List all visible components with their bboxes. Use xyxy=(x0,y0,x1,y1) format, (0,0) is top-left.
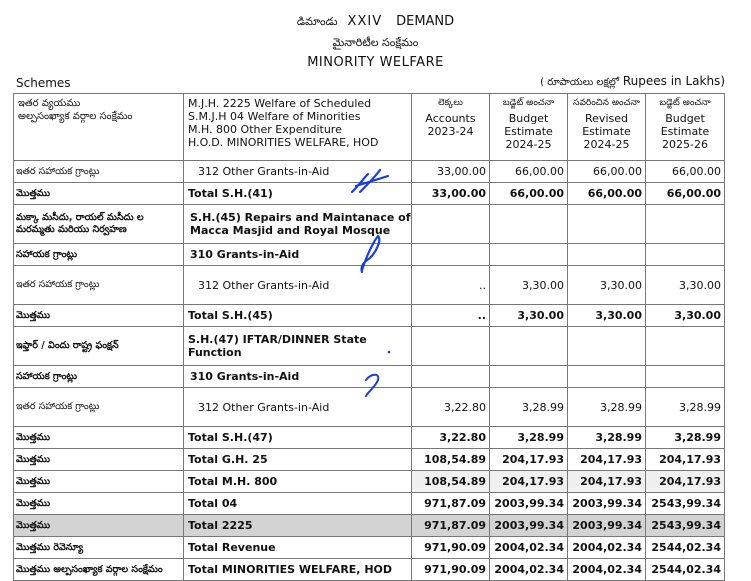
col-header-line: Budget xyxy=(508,112,549,125)
row-value: 66,00.00 xyxy=(490,161,568,183)
row-value: 3,28.99 xyxy=(568,427,646,449)
row-value: 204,17.93 xyxy=(490,471,568,493)
budget-table xyxy=(13,93,725,581)
demand-heading xyxy=(0,14,751,31)
row-value: 2004,02.34 xyxy=(568,559,646,581)
row-head-te: మొత్తము xyxy=(14,183,184,205)
col-header-budget-2024 xyxy=(490,94,568,161)
table-row xyxy=(14,427,725,449)
title-telugu: మైనారిటీల సంక్షేమం xyxy=(332,36,419,49)
demand-number: XXIV xyxy=(347,14,383,29)
row-description: 312 Other Grants-in-Aid xyxy=(184,388,412,427)
row-value: 204,17.93 xyxy=(490,449,568,471)
table-row xyxy=(14,449,725,471)
row-description: Total G.H. 25 xyxy=(184,449,412,471)
table-row xyxy=(14,388,725,427)
row-head-te: ఇతర సహాయక గ్రాంట్లు xyxy=(14,266,184,305)
col-header-year: 2024-25 xyxy=(505,138,552,151)
mjh-line: S.M.J.H 04 Welfare of Minorities xyxy=(188,110,361,123)
row-description: S.H.(47) IFTAR/DINNER State Function xyxy=(184,327,412,366)
units-note xyxy=(540,74,725,90)
row-value: 108,54.89 xyxy=(412,471,490,493)
table-header-row xyxy=(14,94,725,161)
row-value: 3,30.00 xyxy=(490,305,568,327)
row-value: 2003,99.34 xyxy=(490,493,568,515)
table-row xyxy=(14,327,725,366)
row-head-te: సహాయక గ్రాంట్లు xyxy=(14,244,184,266)
row-head-te: మొత్తము xyxy=(14,449,184,471)
row-value: 3,30.00 xyxy=(490,266,568,305)
row-value: 33,00.00 xyxy=(412,183,490,205)
row-head-te: మొత్తము xyxy=(14,493,184,515)
row-description: Total 2225 xyxy=(184,515,412,537)
row-value: 2003,99.34 xyxy=(568,493,646,515)
header-head-line1: ఇతర వ్యయము xyxy=(18,98,81,109)
row-value: 2544,02.34 xyxy=(646,559,725,581)
row-value xyxy=(412,327,490,366)
title-english: MINORITY WELFARE xyxy=(307,55,444,70)
row-value xyxy=(412,244,490,266)
row-value: 33,00.00 xyxy=(412,161,490,183)
col-header-year: 2025-26 xyxy=(662,138,708,151)
table-body xyxy=(14,161,725,581)
row-value xyxy=(568,205,646,244)
row-value: 3,22.80 xyxy=(412,427,490,449)
row-head-te: ఇతర సహాయక గ్రాంట్లు xyxy=(14,388,184,427)
row-value: 108,54.89 xyxy=(412,449,490,471)
row-value: 2003,99.34 xyxy=(568,515,646,537)
table-row xyxy=(14,366,725,388)
row-description: Total S.H.(41) xyxy=(184,183,412,205)
row-value: 3,28.99 xyxy=(646,427,725,449)
row-value xyxy=(646,205,725,244)
row-value: 2543,99.34 xyxy=(646,493,725,515)
row-head-te: ఇఫ్తార్ / విందు రాష్ట్ర ఫంక్షన్ xyxy=(14,327,184,366)
row-value: 2004,02.34 xyxy=(490,537,568,559)
table-row xyxy=(14,161,725,183)
row-value xyxy=(490,327,568,366)
col-header-te: బడ్జెట్ అంచనా xyxy=(502,98,555,108)
row-value: 971,90.09 xyxy=(412,559,490,581)
header-mjh-cell xyxy=(184,94,412,161)
schemes-label: Schemes xyxy=(16,76,71,90)
mjh-line: H.O.D. MINORITIES WELFARE, HOD xyxy=(188,136,379,149)
row-head-te: మక్కా మసీదు, రాయల్ మసీదు ల మరమ్మతు మరియు నిర్వహణ xyxy=(14,205,184,244)
row-head-te: మొత్తము రెవెన్యూ xyxy=(14,537,184,559)
col-header-te: సవరించిన అంచనా xyxy=(573,98,640,108)
table-row xyxy=(14,493,725,515)
row-value: 204,17.93 xyxy=(568,449,646,471)
table-row xyxy=(14,244,725,266)
row-value: 2004,02.34 xyxy=(490,559,568,581)
col-header-revised-2024 xyxy=(568,94,646,161)
row-value: .. xyxy=(412,266,490,305)
row-value xyxy=(568,366,646,388)
row-head-te: మొత్తము xyxy=(14,305,184,327)
table-row xyxy=(14,266,725,305)
row-value xyxy=(490,366,568,388)
mjh-line: M.J.H. 2225 Welfare of Scheduled xyxy=(188,97,372,110)
row-value: 3,22.80 xyxy=(412,388,490,427)
row-description: Total M.H. 800 xyxy=(184,471,412,493)
row-head-te: మొత్తము xyxy=(14,515,184,537)
col-header-accounts xyxy=(412,94,490,161)
header-head-cell xyxy=(14,94,184,161)
col-header-line: Estimate xyxy=(582,125,631,138)
row-description: 312 Other Grants-in-Aid xyxy=(184,266,412,305)
col-header-line: Revised xyxy=(585,112,628,125)
row-description: Total S.H.(47) xyxy=(184,427,412,449)
row-value: 2543,99.34 xyxy=(646,515,725,537)
row-head-te: మొత్తము అల్పసంఖ్యాక వర్గాల సంక్షేమం xyxy=(14,559,184,581)
mjh-line: M.H. 800 Other Expenditure xyxy=(188,123,342,136)
row-value: 66,00.00 xyxy=(568,161,646,183)
col-header-line: Estimate xyxy=(660,125,710,138)
row-value: 66,00.00 xyxy=(646,161,725,183)
row-description: Total S.H.(45) xyxy=(184,305,412,327)
col-header-line: Accounts xyxy=(425,112,476,125)
col-header-year: 2024-25 xyxy=(583,138,630,151)
row-value: 3,28.99 xyxy=(490,388,568,427)
row-description: 310 Grants-in-Aid xyxy=(184,244,412,266)
col-header-line: Estimate xyxy=(504,125,553,138)
row-value xyxy=(568,244,646,266)
row-value: 2004,02.34 xyxy=(568,537,646,559)
table-row xyxy=(14,471,725,493)
row-head-te: మొత్తము xyxy=(14,427,184,449)
col-header-te: లెక్కలు xyxy=(438,98,463,108)
row-value xyxy=(412,205,490,244)
col-header-year: 2023-24 xyxy=(427,125,474,138)
row-description: 310 Grants-in-Aid xyxy=(184,366,412,388)
row-head-te: ఇతర సహాయక గ్రాంట్లు xyxy=(14,161,184,183)
row-description: Total 04 xyxy=(184,493,412,515)
row-value: 204,17.93 xyxy=(568,471,646,493)
row-head-te: సహాయక గ్రాంట్లు xyxy=(14,366,184,388)
table-row xyxy=(14,515,725,537)
row-value: 2544,02.34 xyxy=(646,537,725,559)
row-value xyxy=(568,327,646,366)
header-head-line2: అల్పసంఖ్యాక వర్గాల సంక్షేమం xyxy=(18,111,133,122)
row-value: 66,00.00 xyxy=(646,183,725,205)
row-description: Total MINORITIES WELFARE, HOD xyxy=(184,559,412,581)
row-value: 971,87.09 xyxy=(412,515,490,537)
demand-label-te: డిమాండు xyxy=(296,15,338,28)
row-value: 3,28.99 xyxy=(646,388,725,427)
col-header-te: బడ్జెట్ అంచనా xyxy=(659,98,711,108)
row-value xyxy=(412,366,490,388)
row-value xyxy=(646,327,725,366)
row-value: .. xyxy=(412,305,490,327)
row-description: S.H.(45) Repairs and Maintanace of Macca Masjid and Royal Mosque xyxy=(184,205,412,244)
table-row xyxy=(14,183,725,205)
row-value: 3,30.00 xyxy=(646,266,725,305)
row-description: Total Revenue xyxy=(184,537,412,559)
row-value: 3,30.00 xyxy=(568,266,646,305)
row-value: 3,30.00 xyxy=(568,305,646,327)
row-description: 312 Other Grants-in-Aid xyxy=(184,161,412,183)
table-row xyxy=(14,305,725,327)
demand-word: DEMAND xyxy=(396,14,455,29)
row-head-te: మొత్తము xyxy=(14,471,184,493)
row-value: 66,00.00 xyxy=(490,183,568,205)
row-value xyxy=(646,244,725,266)
table-row xyxy=(14,537,725,559)
col-header-line: Budget xyxy=(665,112,705,125)
units-telugu: ( రూపాయలు లక్షల్లో xyxy=(540,77,620,88)
row-value: 3,28.99 xyxy=(568,388,646,427)
row-value: 3,30.00 xyxy=(646,305,725,327)
row-value: 971,87.09 xyxy=(412,493,490,515)
row-value: 2003,99.34 xyxy=(490,515,568,537)
table-row xyxy=(14,205,725,244)
row-value: 204,17.93 xyxy=(646,449,725,471)
row-value xyxy=(646,366,725,388)
units-english: Rupees in Lakhs) xyxy=(622,74,725,88)
col-header-budget-2025 xyxy=(646,94,725,161)
table-row xyxy=(14,559,725,581)
row-value: 204,17.93 xyxy=(646,471,725,493)
row-value: 66,00.00 xyxy=(568,183,646,205)
row-value: 3,28.99 xyxy=(490,427,568,449)
row-value xyxy=(490,244,568,266)
row-value: 971,90.09 xyxy=(412,537,490,559)
row-value xyxy=(490,205,568,244)
